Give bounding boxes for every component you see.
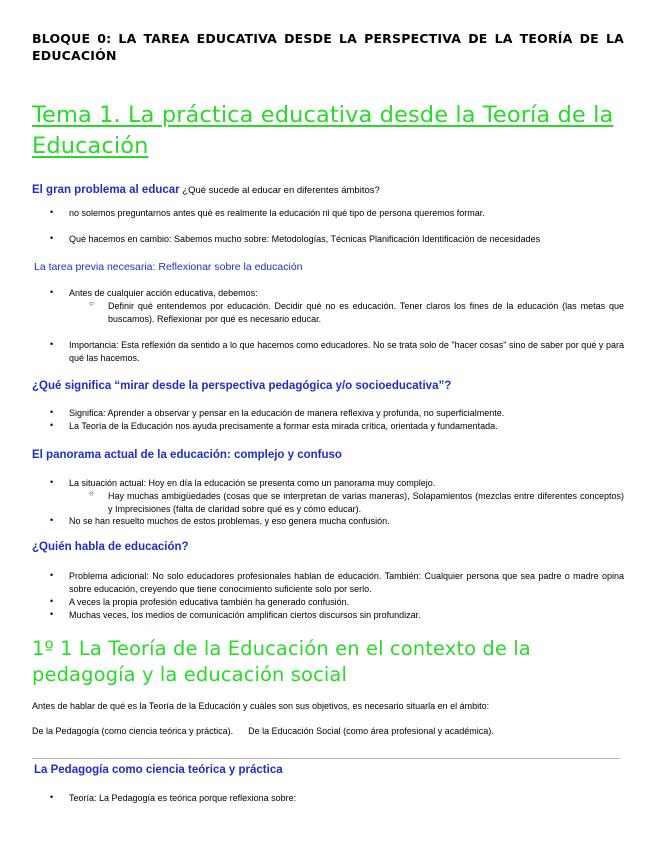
ambitos-line (32, 725, 628, 738)
list-item: Antes de cualquier acción educativa, debemos: (69, 288, 258, 298)
bullet-icon: • (50, 596, 54, 606)
list-item: Teoría: La Pedagogía es teórica porque reflexiona sobre: (69, 793, 297, 803)
list-item: Qué hacemos en cambio: Sabemos mucho sobre: Metodologías, Técnicas Planificación Identificación de necesidades (69, 234, 541, 244)
bullet-icon: • (50, 407, 54, 417)
sub-list-item: Definir qué entendemos por educación. Decidir qué no es educación. Tener claros los fines de la educación (las metas que buscamos). Reflexionar por qué es necesario educar. (108, 301, 624, 324)
list-item: La situación actual: Hoy en día la educación se presenta como un panorama muy complejo. (69, 478, 436, 488)
intro-paragraph: Antes de hablar de qué es la Teoría de la Educación y cuáles son sus objetivos, es necesario situarla en el ámbito: (32, 701, 490, 711)
divider (32, 758, 620, 759)
list-item: Significa: Aprender a observar y pensar en la educación de manera reflexiva y profunda, no superficialmente. (69, 408, 505, 418)
list-item: Problema adicional: No solo educadores profesionales hablan de educación. También: Cualquier persona que sea padre o madre opina sobre educación, creyendo que tiene conocimiento suficiente solo por serlo. (69, 571, 624, 594)
list-item: A veces la propia profesión educativa también ha generado confusión. (69, 597, 350, 607)
heading-question: ¿Qué sucede al educar en diferentes ámbitos? (179, 185, 380, 196)
section-heading-problema (32, 180, 628, 198)
list-item: Muchas veces, los medios de comunicación amplifican ciertos discursos sin profundizar. (69, 610, 421, 620)
sub-list-item: Hay muchas ambigüedades (cosas que se interpretan de varias maneras), Solapamientos (mezclas entre diferentes conceptos) y Imprecisiones (falta de claridad sobre qué es y cómo educar). (108, 491, 624, 514)
list-item: No se han resuelto muchos de estos problemas, y eso genera mucha confusión. (69, 516, 390, 526)
ambito-educacion-social: De la Educación Social (como área profesional y académica). (248, 726, 494, 736)
bullet-icon: • (50, 792, 54, 802)
bullet-icon: • (50, 477, 54, 487)
section-heading-mirar: ¿Qué significa “mirar desde la perspectiva pedagógica y/o socioeducativa”? (32, 380, 452, 392)
section-heading-quien: ¿Quién habla de educación? (32, 541, 189, 553)
list-item: La Teoría de la Educación nos ayuda precisamente a formar esta mirada crítica, orientada y fundamentada. (69, 421, 498, 431)
bullet-icon: • (50, 570, 54, 580)
sub-bullet-icon: ○ (89, 489, 94, 498)
bullet-icon: • (50, 420, 54, 430)
bullet-icon: • (50, 515, 54, 525)
ambito-pedagogia: De la Pedagogía (como ciencia teórica y práctica). (32, 726, 234, 736)
tema-title: Tema 1. La práctica educativa desde la Teoría de la Educación (32, 102, 614, 159)
list-item: Importancia: Esta reflexión da sentido a lo que hacemos como educadores. No se trata solo de "hacer cosas" sino de saber por qué y para qué las hacemos. (69, 340, 624, 363)
bullet-icon: • (50, 339, 54, 349)
bullet-icon: • (50, 207, 54, 217)
list-item: no solemos preguntarnos antes qué es realmente la educación ni qué tipo de persona queremos formar. (69, 208, 485, 218)
section-title: 1º 1 La Teoría de la Educación en el contexto de la pedagogía y la educación social (32, 637, 531, 686)
bloque-title: BLOQUE 0: LA TAREA EDUCATIVA DESDE LA PERSPECTIVA DE LA TEORÍA DE LA EDUCACIÓN (32, 31, 624, 63)
sub-bullet-icon: ○ (89, 299, 94, 308)
section-heading-tarea: La tarea previa necesaria: Reflexionar sobre la educación (34, 261, 303, 273)
bullet-icon: • (50, 609, 54, 619)
bullet-icon: • (50, 287, 54, 297)
section-heading-panorama: El panorama actual de la educación: complejo y confuso (32, 449, 342, 461)
bullet-icon: • (50, 233, 54, 243)
heading-text: El gran problema al educar (32, 184, 180, 196)
section-heading-pedagogia: La Pedagogía como ciencia teórica y práctica (34, 764, 283, 776)
